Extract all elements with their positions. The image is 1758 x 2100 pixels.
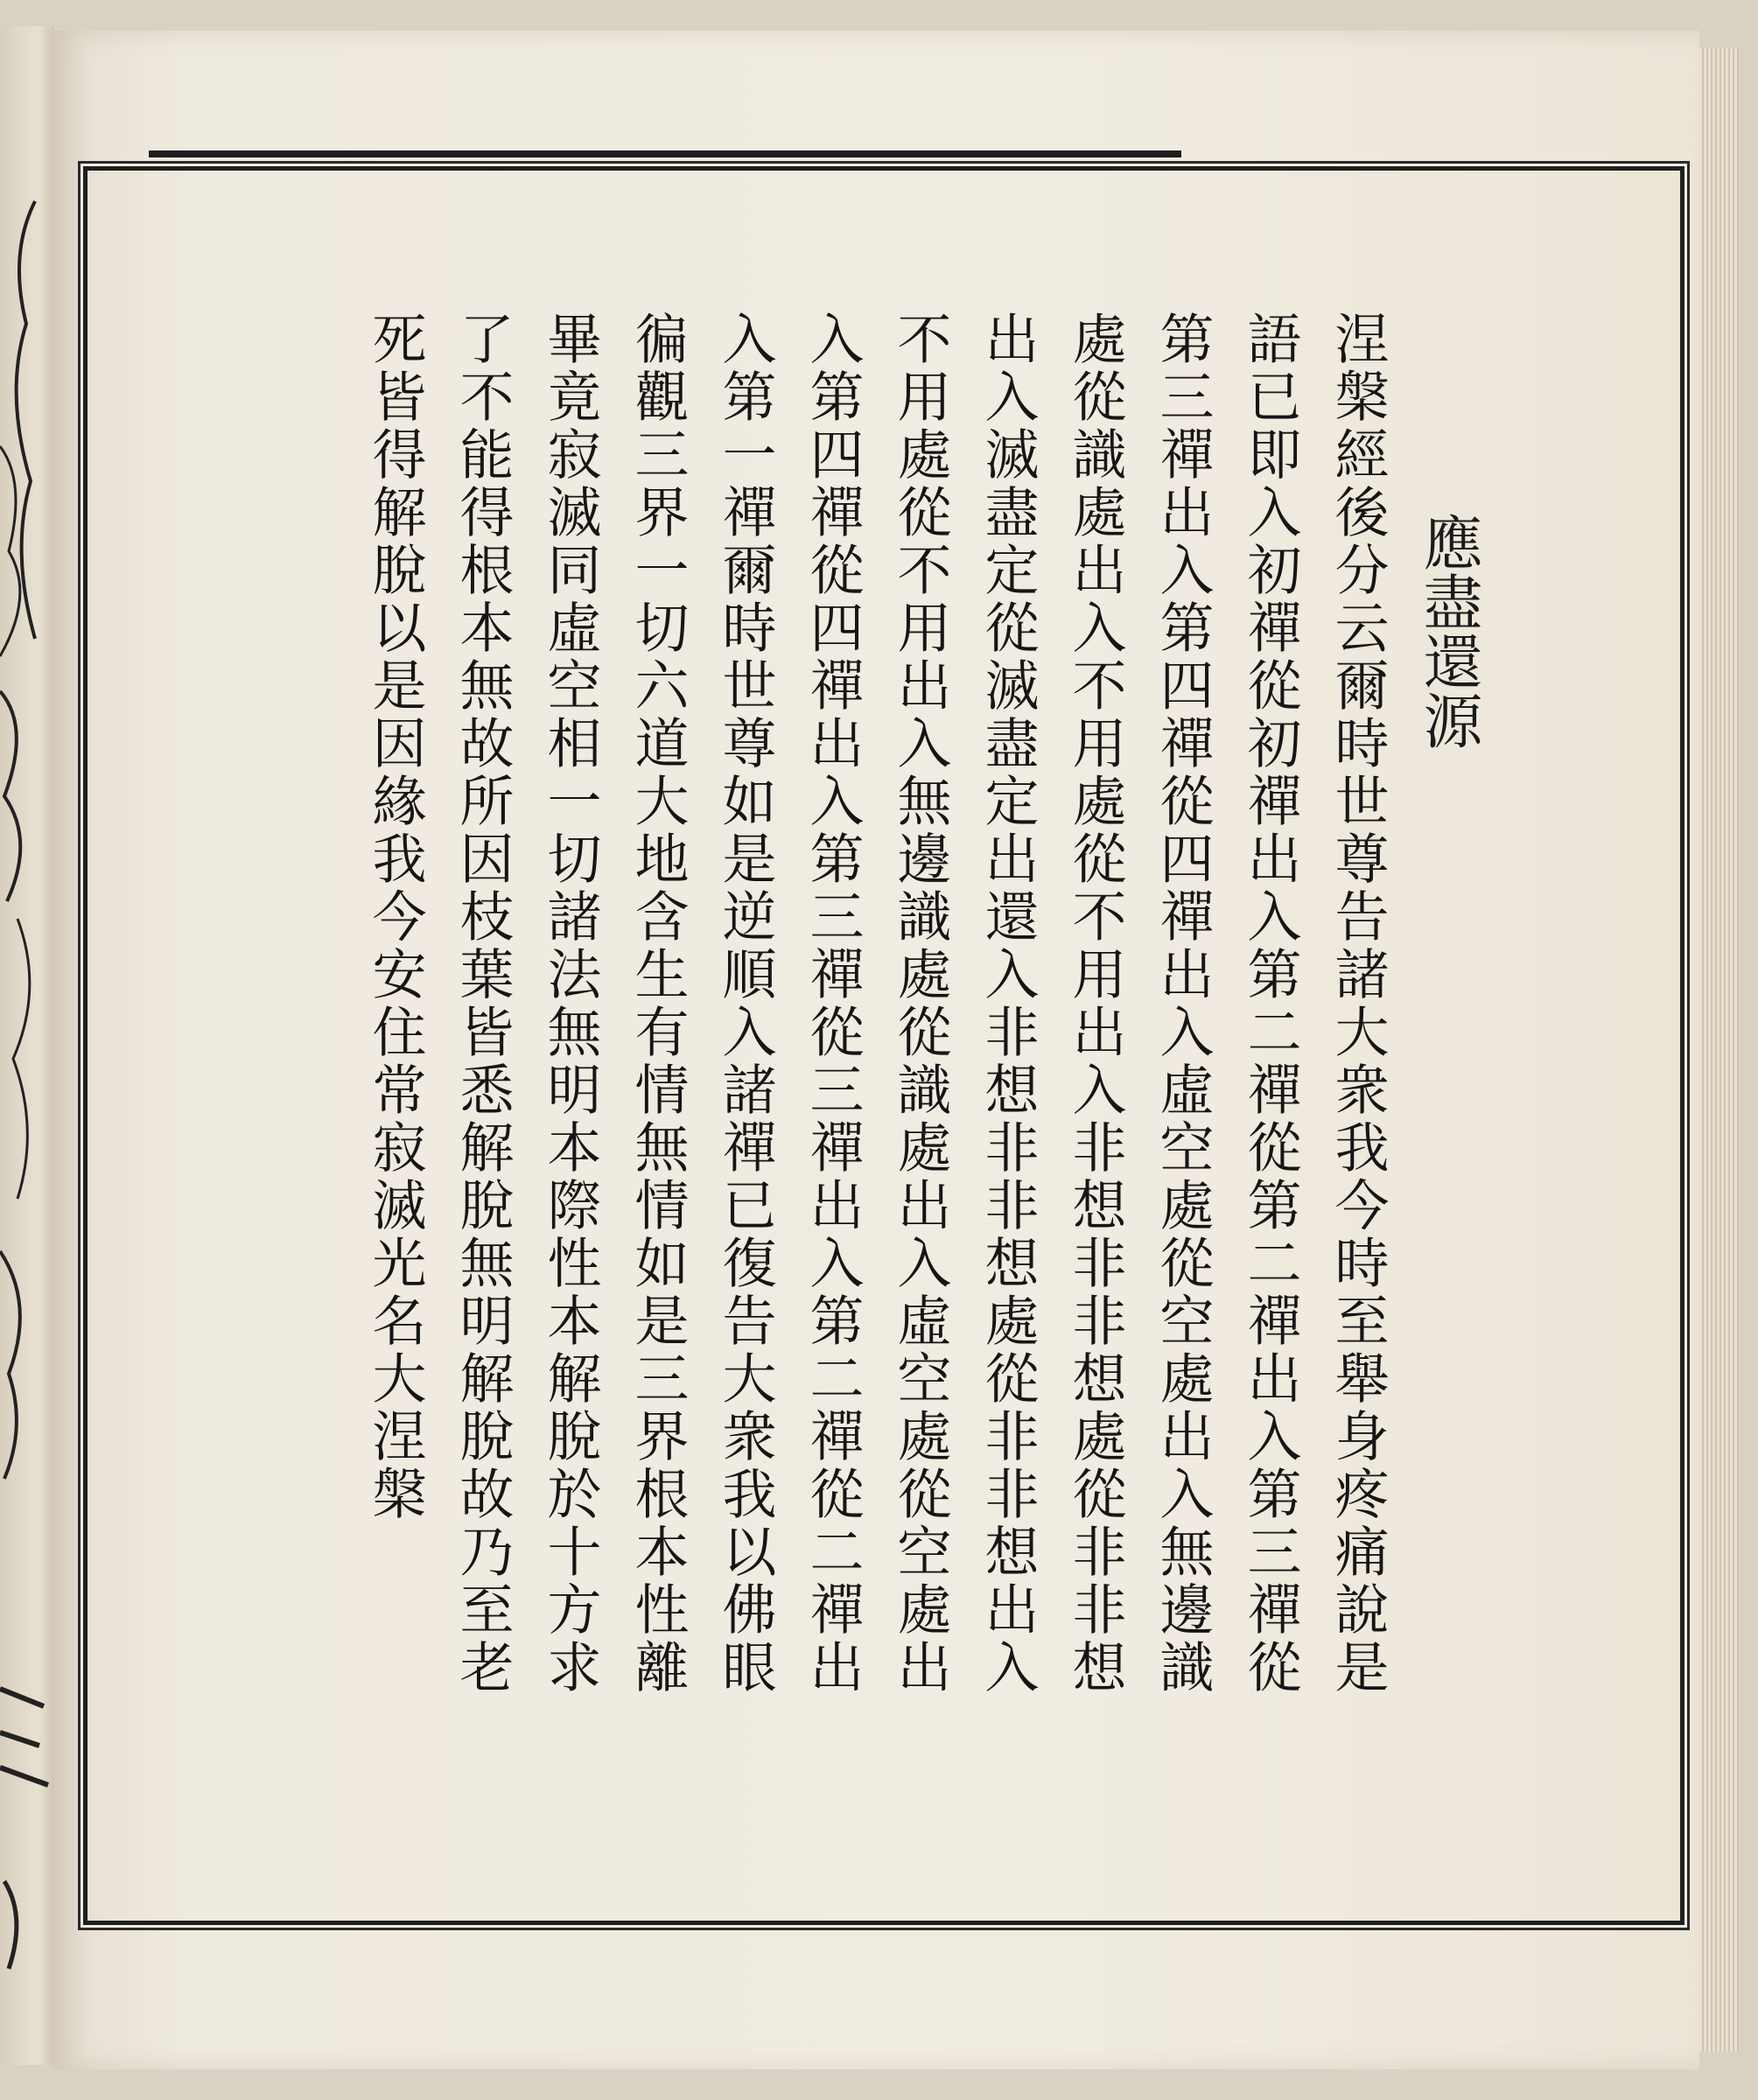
text-column: 徧觀三界一切六道大地含生有情無情如是三界根本性離: [626, 311, 690, 1697]
top-rule: [149, 150, 1181, 158]
page-edges: [1699, 48, 1739, 2052]
vertical-text-block: [280, 311, 1488, 1798]
left-page-illustration: [0, 26, 54, 2065]
text-column: 語已即入初禪從初禪出入第二禪從第二禪出入第三禪從: [1238, 311, 1302, 1697]
text-column: 不用處從不用出入無邊識處從識處出入虛空處從空處出: [888, 311, 952, 1697]
text-column: 畢竟寂滅同虛空相一切諸法無明本際性本解脫於十方求: [538, 311, 602, 1697]
text-column: 入第四禪從四禪出入第三禪從三禪出入第二禪從二禪出: [801, 311, 865, 1697]
text-column: 出入滅盡定從滅盡定出還入非想非非想處從非非想出入: [976, 311, 1040, 1697]
text-column: 死皆得解脫以是因緣我今安住常寂滅光名大涅槃: [363, 311, 427, 1523]
text-column: 了不能得根本無故所因枝葉皆悉解脫無明解脫故乃至老: [451, 311, 515, 1697]
text-column: 處從識處出入不用處從不用出入非想非非想處從非非想: [1063, 311, 1127, 1697]
section-title: 應盡還源: [1413, 512, 1482, 750]
woodcut-illustration-fragment: [0, 26, 54, 2065]
text-column: 第三禪出入第四禪從四禪出入虛空處從空處出入無邊識: [1151, 311, 1215, 1697]
text-column: 涅槃經後分云爾時世尊告諸大衆我今時至舉身疼痛說是: [1326, 311, 1390, 1697]
text-column: 入第一禪爾時世尊如是逆順入諸禪已復告大衆我以佛眼: [713, 311, 777, 1697]
